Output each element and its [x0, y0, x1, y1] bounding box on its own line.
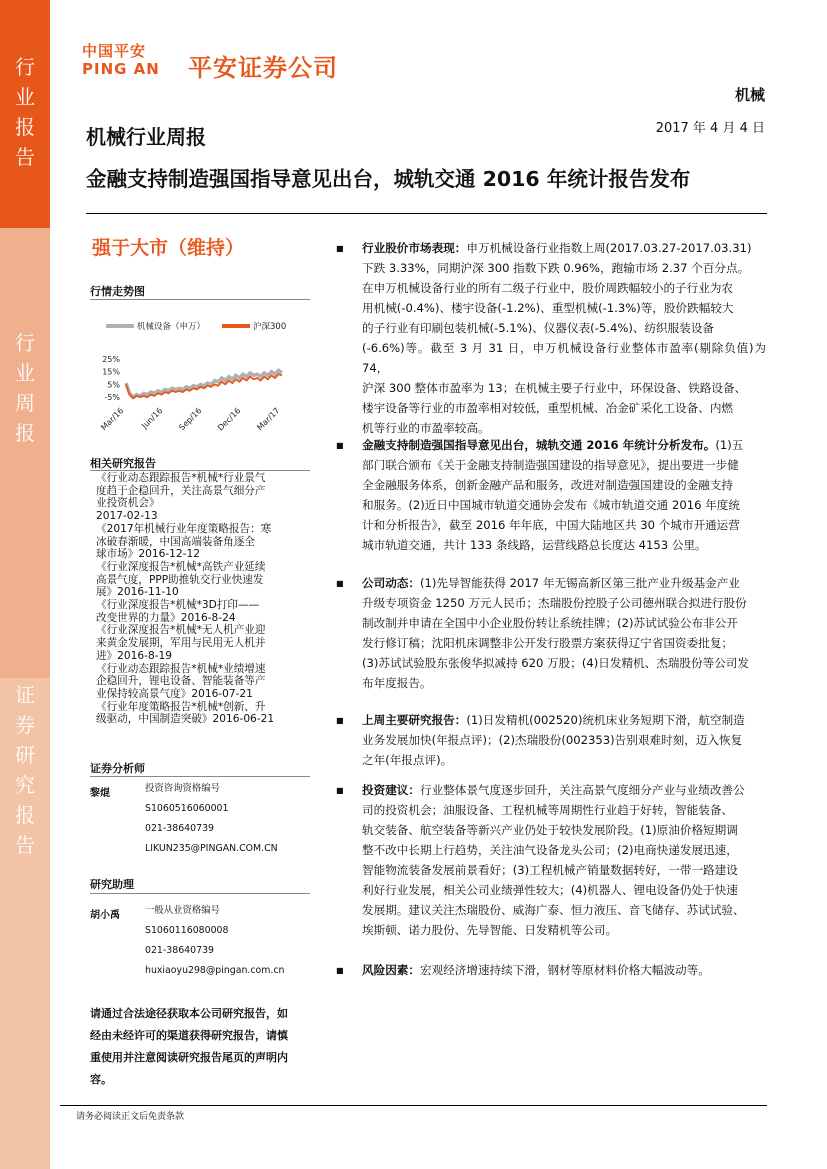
band-char: 业: [15, 85, 35, 109]
band-char: 业: [15, 361, 35, 385]
disclaimer: 请通过合法途径获取本公司研究报告，如经由未经许可的渠道获得研究报告，请慎重使用并注意阅读研究报告尾页的声明内容。: [90, 1007, 288, 1086]
bullet-line: 发行修订稿；沈阳机床调整非公开发行股票方案获得辽宁省国资委批复；: [362, 636, 734, 650]
bullet-line: 在申万机械设备行业的所有二级子行业中，股价周跌幅较小的子行业为农: [362, 281, 734, 295]
assistant-name: 胡小禹: [90, 910, 120, 921]
bullet-line: 的子行业有印刷包装机械(-5.1%)、仪器仪表(-5.4%)、纺织服装设备: [362, 321, 715, 335]
report-date: 2017 年 4 月 4 日: [655, 121, 765, 136]
bullet-line: (1)日发精机(002520)统机床业务短期下滑，航空制造: [466, 713, 745, 727]
company-name: 平安证券公司: [188, 54, 338, 82]
bullet-line: 申万机械设备行业指数上周(2017.03.27-2017.03.31): [466, 241, 752, 255]
bullet-line: 楼宇设备等行业的市盈率相对较低，重型机械、冶金矿采化工设备、内燃: [362, 401, 734, 415]
bullet-line: 部门联合颁布《关于金融支持制造强国建设的指导意见》，提出要进一步健: [362, 458, 739, 472]
report-line[interactable]: 冰破春渐暖，中国高端装备角逐全: [96, 535, 255, 548]
report-line[interactable]: 《行业深度报告*机械*3D打印——: [96, 599, 260, 612]
band-char: 报: [15, 421, 35, 445]
bullet-line: 行业整体景气度逐步回升，关注高景气度细分产业与业绩改善公: [419, 783, 745, 797]
assistant-cert-label: 一般从业资格编号: [145, 905, 221, 916]
y-axis: [102, 355, 120, 402]
analyst-email[interactable]: LIKUN235@PINGAN.COM.CN: [145, 843, 278, 854]
legend-label-industry: 机械设备（申万）: [137, 322, 206, 332]
divider: [90, 470, 310, 471]
bullet-head: 行业股价市场表现：: [362, 241, 467, 255]
bullet-research: [362, 710, 766, 770]
bullet-line: 之年(年报点评)。: [362, 753, 453, 767]
analyst-phone: 021-38640739: [145, 823, 214, 834]
bullet-line: 智能物流装备发展前景看好；(3)工程机械产销量数据转好，一带一路建设: [362, 863, 738, 877]
band-char: 报: [15, 115, 35, 139]
bullet-line: (1)五: [715, 438, 744, 452]
related-title: 相关研究报告: [90, 457, 156, 470]
bullet-line: 利好行业发展，相关公司业绩弹性较大；(4)机器人、锂电设备仍处于快速: [362, 883, 738, 897]
report-line[interactable]: 《2017年机械行业年度策略报告：寒: [96, 522, 272, 535]
band-segment-report: [0, 0, 50, 228]
trend-title: 行情走势图: [90, 285, 145, 298]
side-band: [0, 0, 50, 1169]
report-line[interactable]: 业保持较高景气度》2016-07-21: [96, 687, 253, 700]
bullet-line: (3)苏试试验股东张俊华拟减持 620 万股；(4)日发精机、杰瑞股份等公司发: [362, 656, 749, 670]
bullet-advice: [362, 780, 766, 940]
analyst-title: 证券分析师: [90, 762, 145, 775]
bullet-icon: ■: [336, 579, 344, 588]
bullet-line: 制改制并申请在全国中小企业股份转让系统挂牌；(2)苏试试验公布非公开: [362, 616, 738, 630]
bullet-line: 布年度报告。: [362, 676, 432, 690]
report-line[interactable]: 企稳回升，锂电设备、智能装备等产: [96, 675, 266, 688]
industry-label: 机械: [734, 86, 765, 104]
analyst-cert-label: 投资咨询资格编号: [145, 783, 221, 794]
assistant-email[interactable]: huxiaoyu298@pingan.com.cn: [145, 965, 285, 976]
bullet-head: 上周主要研究报告：: [362, 713, 467, 727]
report-line[interactable]: 《行业年度策略报告*机械*创新、升: [96, 700, 266, 713]
assistant-phone: 021-38640739: [145, 945, 214, 956]
footer-divider: [60, 1105, 767, 1106]
bullet-line: 宏观经济增速持续下滑，钢材等原材料价格大幅波动等。: [419, 963, 710, 977]
band-segment-research: [0, 678, 50, 1169]
bullet-policy: [362, 435, 766, 555]
x-tick-label: Dec/16: [215, 406, 243, 433]
trend-chart: [90, 315, 312, 455]
y-tick-label: 5%: [107, 380, 120, 390]
report-line[interactable]: 《行业动态跟踪报告*机械*行业景气: [96, 472, 266, 484]
bullet-icon: ■: [336, 716, 344, 725]
logo-en: PING AN: [82, 60, 160, 78]
report-line[interactable]: 《行业深度报告*机械*高铁产业延续: [96, 560, 266, 573]
bullet-head: 金融支持制造强国指导意见出台，城轨交通 2016 年统计分析发布。: [362, 438, 716, 452]
bullet-line: 用机械(-0.4%)、楼宇设备(-1.2%)、重型机械(-1.3%)等，股价跌幅较大: [362, 301, 734, 315]
bullet-line: 整不改中长期上行趋势，关注油气设备龙头公司；(2)电商快递发展迅速，: [362, 843, 738, 857]
band-char: 行: [15, 331, 35, 355]
report-line[interactable]: 业投资机会》: [96, 497, 160, 510]
assistant-info: [145, 901, 285, 981]
bullet-line: 埃斯顿、诺力股份、先导智能、日发精机等公司。: [362, 923, 618, 937]
report-line[interactable]: 度趋于企稳回升，关注高景气细分产: [96, 484, 266, 497]
bullet-head: 投资建议：: [362, 783, 420, 797]
x-tick-label: Mar/16: [99, 406, 126, 433]
band-char: 周: [15, 391, 35, 415]
bullet-line: 全金融服务体系，创新金融产品和服务，改进对制造强国建设的金融支持: [362, 478, 734, 492]
bullet-line: 司的投资机会；油服设备、工程机械等周期性行业趋于好转，智能装备、: [362, 803, 734, 817]
x-axis: [99, 406, 281, 432]
report-line: 2017-02-13: [96, 510, 158, 523]
band-char: 报: [15, 803, 35, 827]
divider: [90, 776, 310, 777]
bullet-line: 计和分析报告》，截至 2016 年年底，中国大陆地区共 30 个城市开通运营: [362, 518, 740, 532]
bullet-icon: ■: [336, 244, 344, 253]
band-char: 证: [15, 683, 35, 707]
series-line-industry: [126, 370, 282, 397]
bullet-line: 发展期。建议关注杰瑞股份、威海广泰、恒力液压、音飞储存、苏试试验、: [362, 903, 745, 917]
chart-legend: [106, 321, 286, 332]
band-char: 研: [15, 743, 35, 767]
plot-area: [126, 370, 282, 398]
band-char: 告: [15, 833, 35, 857]
report-line[interactable]: 高景气度，PPP助推轨交行业快速发: [96, 573, 264, 586]
x-tick-label: Sep/16: [177, 406, 204, 433]
report-line[interactable]: 进》2016-8-19: [96, 649, 173, 662]
bullet-line: 机等行业的市盈率较高。: [362, 421, 490, 435]
y-tick-label: 15%: [102, 367, 120, 377]
bullet-head: 风险因素：: [362, 963, 420, 977]
bullet-icon: ■: [336, 441, 344, 450]
logo-cn: 中国平安: [82, 42, 147, 60]
bullet-risk: [362, 960, 766, 980]
y-tick-label: 25%: [102, 354, 120, 364]
band-char: 究: [15, 773, 35, 797]
bullet-company: [362, 573, 766, 693]
bullet-line: 业务发展加快(年报点评)；(2)杰瑞股份(002353)告别艰难时刻，迈入恢复: [362, 733, 743, 747]
related-report-list: [96, 472, 310, 726]
bullet-line: 轨交装备、航空装备等新兴产业仍处于较快发展阶段。(1)原油价格短期调: [362, 823, 738, 837]
bullet-line: 和服务。(2)近日中国城市轨道交通协会发布《城市轨道交通 2016 年度统: [362, 498, 740, 512]
bullet-line: (1)先导智能获得 2017 年无锡高新区第三批产业升级基金产业: [419, 576, 740, 590]
analyst-cert-no: S1060516060001: [145, 803, 229, 814]
divider: [90, 299, 310, 300]
band-segment-weekly: [0, 228, 50, 678]
report-line[interactable]: 球市场》2016-12-12: [96, 548, 200, 561]
assistant-title: 研究助理: [90, 878, 134, 891]
x-tick-label: Jun/16: [140, 406, 165, 431]
report-line[interactable]: 级驱动，中国制造突破》2016-06-21: [96, 713, 275, 726]
bullet-line: 升级专项资金 1250 万元人民币；杰瑞股份控股子公司德州联合拟进行股份: [362, 596, 747, 610]
report-line[interactable]: 改变世界的力量》2016-8-24: [96, 611, 236, 624]
report-line[interactable]: 来黄金发展期，军用与民用无人机并: [96, 637, 266, 650]
footer-note: 请务必阅读正文后免责条款: [76, 1112, 185, 1122]
bullet-market: [362, 238, 766, 438]
bullet-line: 城市轨道交通，共计 133 条线路，运营线路总长度达 4153 公里。: [362, 538, 707, 552]
band-char: 行: [15, 55, 35, 79]
analyst-info: [145, 779, 278, 859]
report-line[interactable]: 展》2016-11-10: [96, 586, 179, 599]
report-line[interactable]: 《行业动态跟踪报告*机械*业绩增速: [96, 662, 266, 675]
legend-label-hs300: 沪深300: [253, 322, 287, 332]
divider: [86, 213, 767, 214]
bullet-icon: ■: [336, 786, 344, 795]
report-type: 机械行业周报: [86, 125, 206, 149]
bullet-head: 公司动态：: [362, 576, 420, 590]
rating: 强于大市（维持）: [92, 237, 245, 259]
band-char: 券: [15, 713, 35, 737]
x-tick-label: Mar/17: [255, 406, 282, 433]
analyst-name: 黎焜: [90, 788, 110, 799]
band-char: 告: [15, 145, 35, 169]
bullet-icon: ■: [336, 966, 344, 975]
bullet-line: (-6.6%)等。截至 3 月 31 日，申万机械设备行业整体市盈率(剔除负值)为 74，: [362, 341, 766, 375]
bullet-line: 下跌 3.33%，同期沪深 300 指数下跌 0.96%，跑输市场 2.37 个百分点。: [362, 261, 750, 275]
assistant-cert-no: S1060116080008: [145, 925, 229, 936]
y-tick-label: -5%: [104, 393, 120, 403]
bullet-line: 沪深 300 整体市盈率为 13；在机械主要子行业中，环保设备、铁路设备、: [362, 381, 747, 395]
headline: 金融支持制造强国指导意见出台，城轨交通 2016 年统计报告发布: [86, 167, 691, 191]
report-line[interactable]: 《行业深度报告*机械*无人机产业迎: [96, 624, 266, 637]
divider: [90, 893, 310, 894]
